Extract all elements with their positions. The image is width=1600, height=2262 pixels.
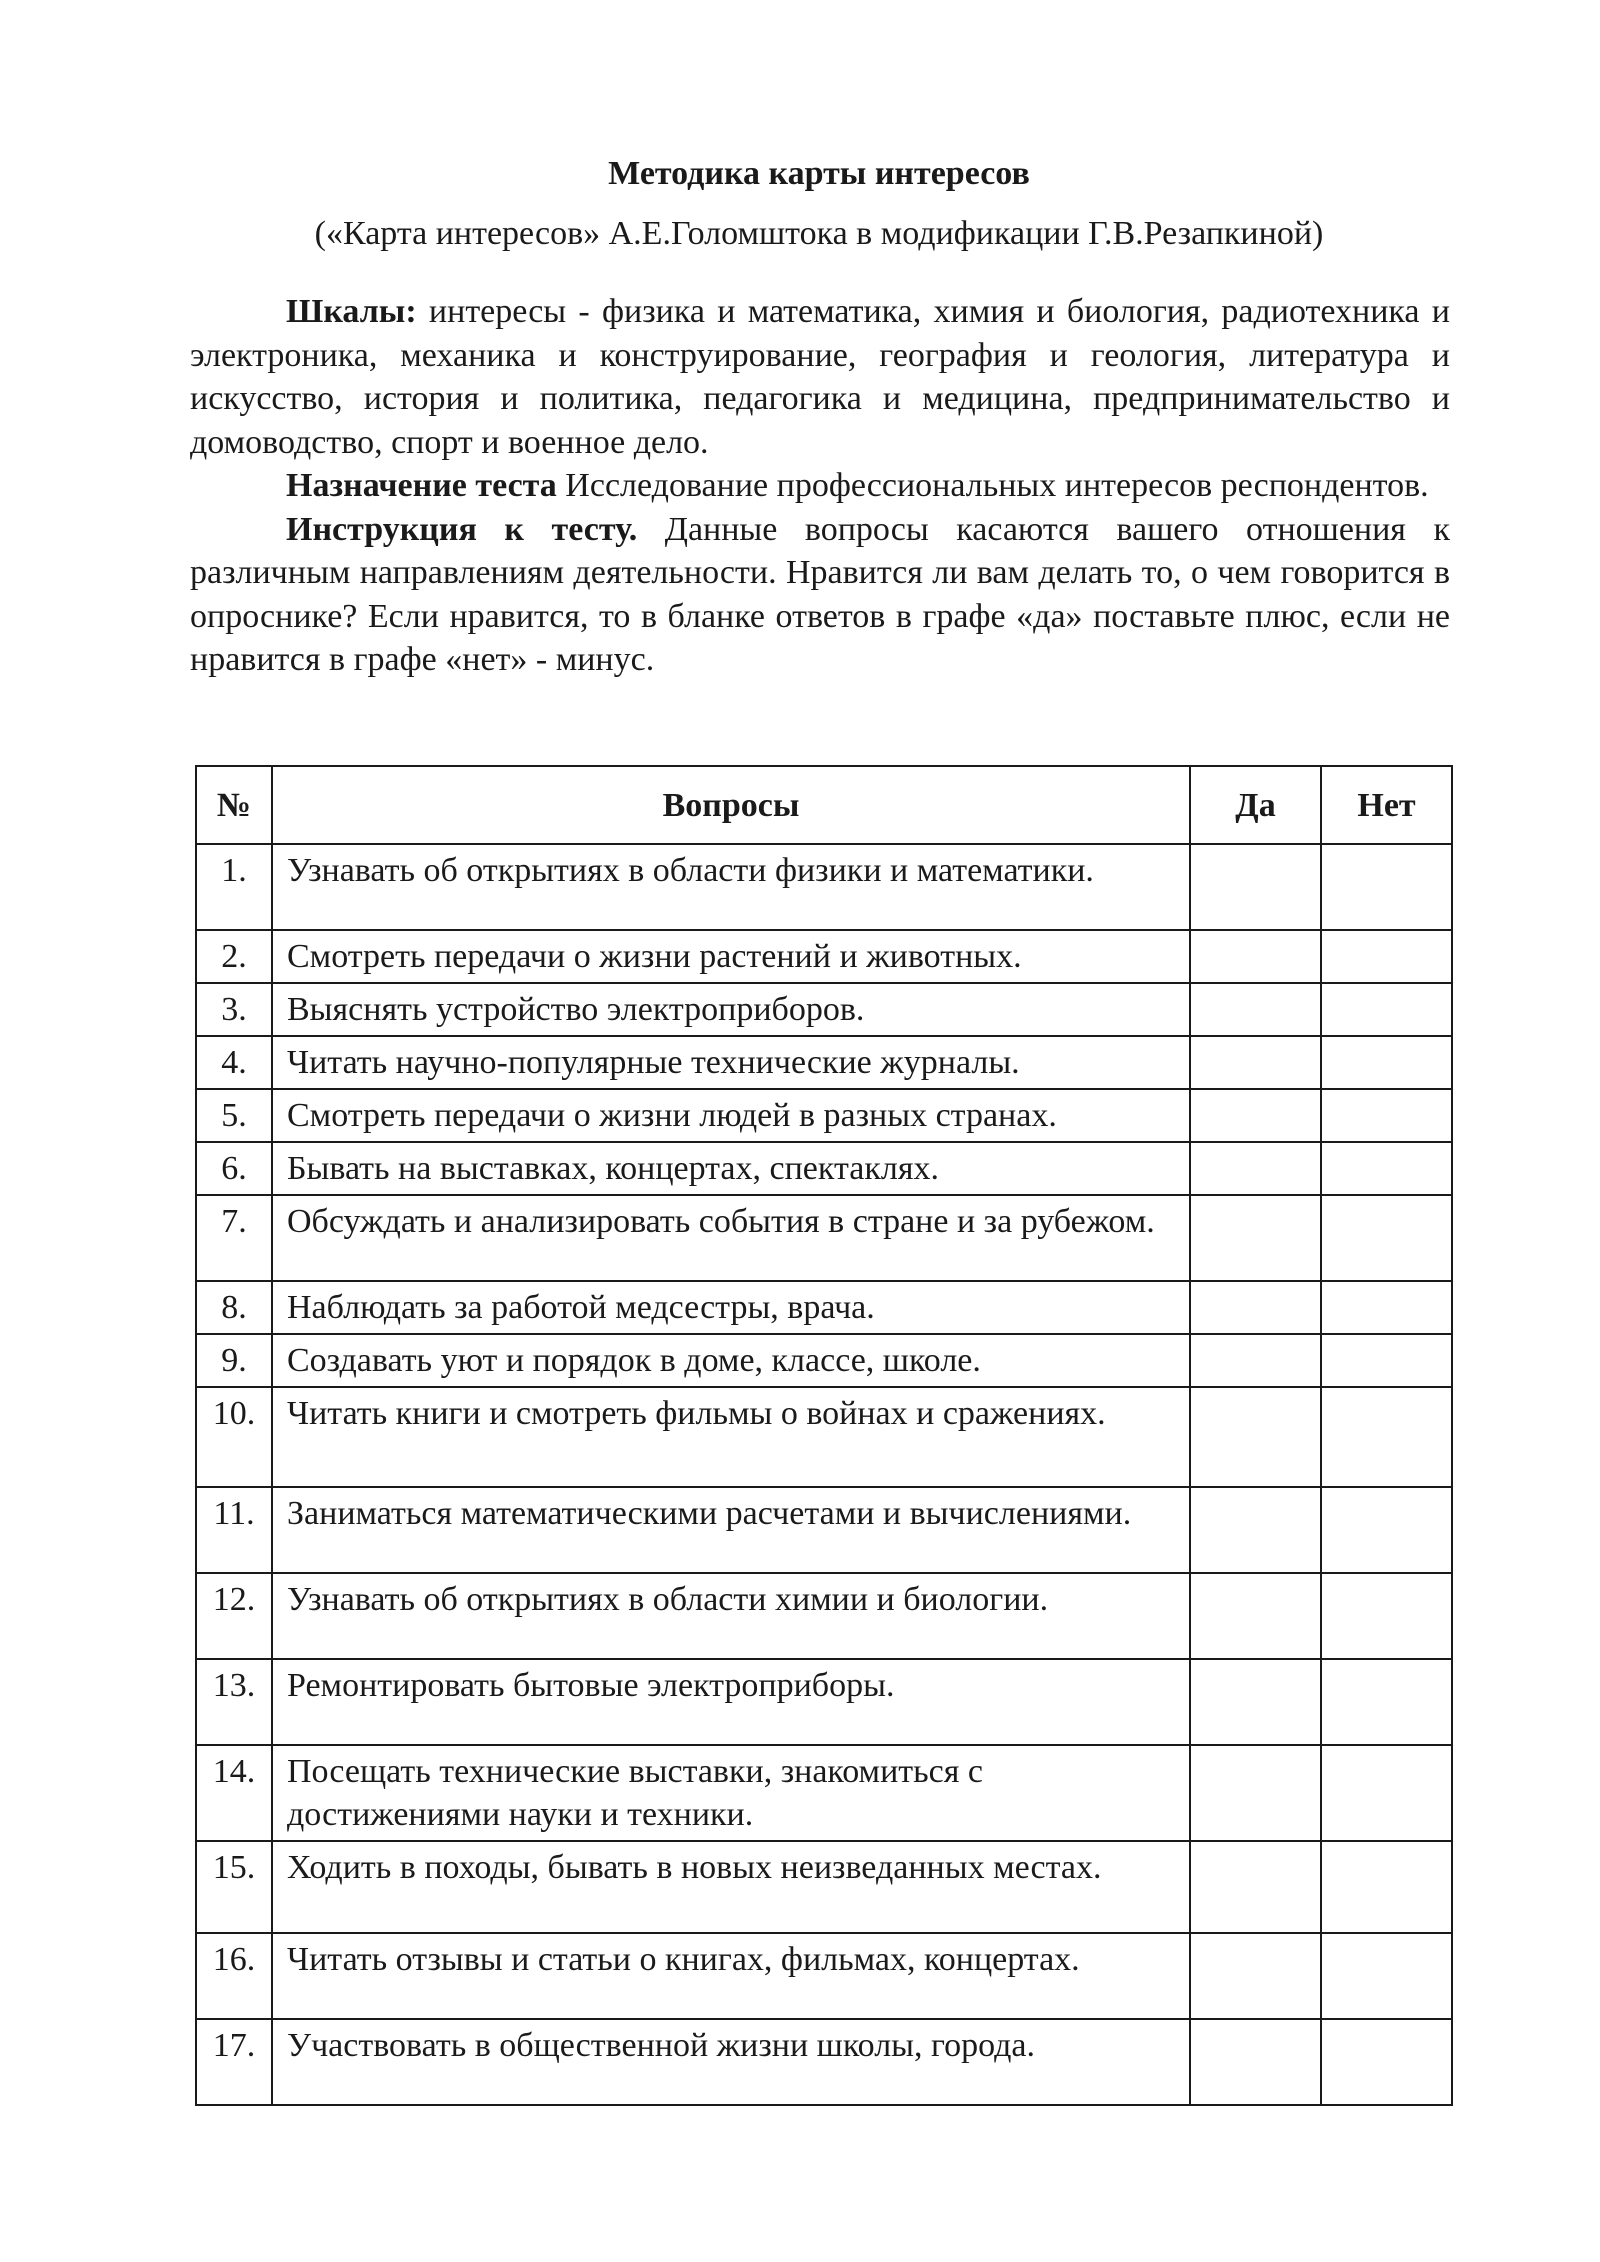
question-number: 13.: [196, 1659, 272, 1745]
answer-yes-cell[interactable]: [1190, 1089, 1321, 1142]
table-row: [196, 1281, 1452, 1334]
question-text: Выяснять устройство электроприборов.: [272, 983, 1190, 1036]
document-title: Методика карты интересов: [608, 155, 1030, 192]
question-number: 4.: [196, 1036, 272, 1089]
question-number: 8.: [196, 1281, 272, 1334]
answer-yes-cell[interactable]: [1190, 844, 1321, 930]
answer-yes-cell[interactable]: [1190, 1487, 1321, 1573]
table-row: [196, 1195, 1452, 1281]
question-text: Узнавать об открытиях в области физики и математики.: [272, 844, 1190, 930]
answer-no-cell[interactable]: [1321, 1281, 1452, 1334]
table-row: [196, 1387, 1452, 1487]
answer-yes-cell[interactable]: [1190, 983, 1321, 1036]
question-number: 3.: [196, 983, 272, 1036]
answer-no-cell[interactable]: [1321, 1334, 1452, 1387]
answer-yes-cell[interactable]: [1190, 1659, 1321, 1745]
header-questions: Вопросы: [272, 766, 1190, 844]
answer-no-cell[interactable]: [1321, 1745, 1452, 1841]
answer-no-cell[interactable]: [1321, 1933, 1452, 2019]
purpose-label: Назначение теста: [286, 467, 557, 504]
question-text: Читать отзывы и статьи о книгах, фильмах, концертах.: [272, 1933, 1190, 2019]
question-number: 9.: [196, 1334, 272, 1387]
question-number: 17.: [196, 2019, 272, 2105]
answer-no-cell[interactable]: [1321, 1195, 1452, 1281]
table-row: [196, 1659, 1452, 1745]
question-text: Читать научно-популярные технические журналы.: [272, 1036, 1190, 1089]
answer-no-cell[interactable]: [1321, 2019, 1452, 2105]
question-number: 1.: [196, 844, 272, 930]
question-text: Ремонтировать бытовые электроприборы.: [272, 1659, 1190, 1745]
answer-yes-cell[interactable]: [1190, 1933, 1321, 2019]
purpose-text: Исследование профессиональных интересов респондентов.: [556, 467, 1429, 504]
answer-yes-cell[interactable]: [1190, 1281, 1321, 1334]
purpose-paragraph: [190, 464, 1450, 508]
instruction-label: Инструкция к тесту.: [286, 510, 638, 548]
questions-body: [196, 844, 1452, 2105]
table-row: [196, 2019, 1452, 2105]
answer-no-cell[interactable]: [1321, 1573, 1452, 1659]
table-row: [196, 1841, 1452, 1933]
question-text: Ходить в походы, бывать в новых неизведанных местах.: [272, 1841, 1190, 1933]
questions-table: [195, 765, 1453, 2106]
question-number: 15.: [196, 1841, 272, 1933]
document-body: [190, 290, 1450, 682]
question-text: Участвовать в общественной жизни школы, города.: [272, 2019, 1190, 2105]
question-text: Обсуждать и анализировать события в стране и за рубежом.: [272, 1195, 1190, 1281]
table-row: [196, 1573, 1452, 1659]
header-yes: Да: [1190, 766, 1321, 844]
table-row: [196, 1142, 1452, 1195]
answer-no-cell[interactable]: [1321, 1387, 1452, 1487]
table-row: [196, 983, 1452, 1036]
answer-yes-cell[interactable]: [1190, 1334, 1321, 1387]
scales-text: интересы - физика и математика, химия и биология, радиотехника и электроника, механика и конструирование, география и геология, литература и искусство, история и политика, педагогика и медицина, предпринимательство и домоводство, спорт и военное дело.: [190, 293, 1450, 461]
table-row: [196, 930, 1452, 983]
instruction-paragraph: [190, 508, 1450, 682]
header-no: Нет: [1321, 766, 1452, 844]
scales-paragraph: [190, 290, 1450, 464]
scales-label: Шкалы:: [286, 293, 417, 330]
question-text: Смотреть передачи о жизни людей в разных странах.: [272, 1089, 1190, 1142]
answer-yes-cell[interactable]: [1190, 1387, 1321, 1487]
question-number: 11.: [196, 1487, 272, 1573]
answer-yes-cell[interactable]: [1190, 2019, 1321, 2105]
answer-no-cell[interactable]: [1321, 1142, 1452, 1195]
question-number: 14.: [196, 1745, 272, 1841]
answer-yes-cell[interactable]: [1190, 1841, 1321, 1933]
question-text: Узнавать об открытиях в области химии и биологии.: [272, 1573, 1190, 1659]
question-text: Заниматься математическими расчетами и вычислениями.: [272, 1487, 1190, 1573]
table-header-row: [196, 766, 1452, 844]
document-subtitle: («Карта интересов» А.Е.Голомштока в модификации Г.В.Резапкиной): [314, 215, 1324, 252]
table-row: [196, 844, 1452, 930]
answer-no-cell[interactable]: [1321, 983, 1452, 1036]
question-text: Читать книги и смотреть фильмы о войнах и сражениях.: [272, 1387, 1190, 1487]
table-row: [196, 1933, 1452, 2019]
question-number: 12.: [196, 1573, 272, 1659]
answer-no-cell[interactable]: [1321, 1659, 1452, 1745]
question-text: Бывать на выставках, концертах, спектаклях.: [272, 1142, 1190, 1195]
answer-yes-cell[interactable]: [1190, 1745, 1321, 1841]
question-number: 5.: [196, 1089, 272, 1142]
question-text: Наблюдать за работой медсестры, врача.: [272, 1281, 1190, 1334]
table-row: [196, 1745, 1452, 1841]
table-row: [196, 1334, 1452, 1387]
question-text: Смотреть передачи о жизни растений и животных.: [272, 930, 1190, 983]
header-number: №: [196, 766, 272, 844]
answer-yes-cell[interactable]: [1190, 1036, 1321, 1089]
question-number: 7.: [196, 1195, 272, 1281]
question-number: 16.: [196, 1933, 272, 2019]
instruction-text: Данные вопросы касаются вашего отношения к различным направлениям деятельности. Нравится ли вам делать то, о чем говорится в опроснике? Если нравится, то в бланке ответов в графе «да» поставьте плюс, если не нравится в графе «нет» - минус.: [190, 510, 1451, 678]
question-number: 6.: [196, 1142, 272, 1195]
answer-no-cell[interactable]: [1321, 930, 1452, 983]
table-row: [196, 1487, 1452, 1573]
question-text: Создавать уют и порядок в доме, классе, школе.: [272, 1334, 1190, 1387]
answer-no-cell[interactable]: [1321, 1036, 1452, 1089]
answer-no-cell[interactable]: [1321, 1841, 1452, 1933]
question-number: 10.: [196, 1387, 272, 1487]
answer-yes-cell[interactable]: [1190, 1142, 1321, 1195]
answer-no-cell[interactable]: [1321, 844, 1452, 930]
answer-no-cell[interactable]: [1321, 1487, 1452, 1573]
table-row: [196, 1089, 1452, 1142]
answer-yes-cell[interactable]: [1190, 1195, 1321, 1281]
question-text: Посещать технические выставки, знакомиться с достижениями науки и техники.: [272, 1745, 1190, 1841]
answer-no-cell[interactable]: [1321, 1089, 1452, 1142]
question-number: 2.: [196, 930, 272, 983]
answer-yes-cell[interactable]: [1190, 1573, 1321, 1659]
answer-yes-cell[interactable]: [1190, 930, 1321, 983]
table-row: [196, 1036, 1452, 1089]
